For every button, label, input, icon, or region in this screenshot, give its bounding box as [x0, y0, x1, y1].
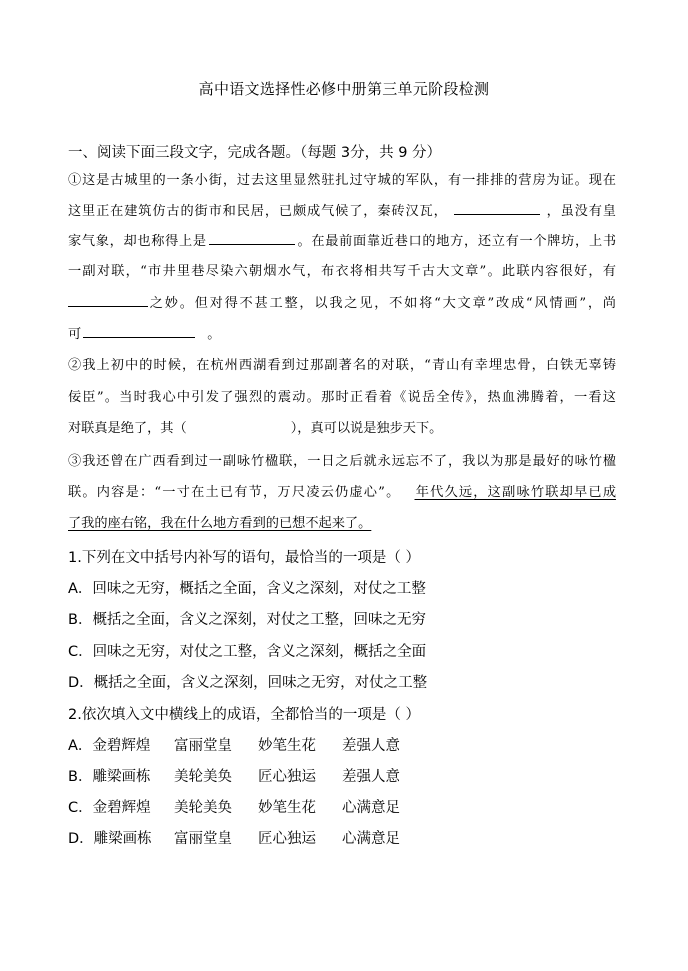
- option-idiom: 差强人意: [342, 738, 400, 754]
- passage-line: [68, 230, 616, 252]
- passage-line: [68, 200, 616, 222]
- option-idiom: 心满意足: [342, 800, 400, 816]
- passage-text: ），真可以说是独步天下。: [290, 421, 443, 436]
- fill-blank: [209, 230, 295, 245]
- option-idiom: 匠心独运: [258, 769, 316, 785]
- option-idiom: A．金碧辉煌: [68, 738, 151, 754]
- passage-line: [68, 292, 616, 314]
- passage-line: [68, 513, 616, 535]
- option-idiom: 富丽堂皇: [174, 738, 232, 754]
- passage-text: 一副对联，“市井里巷尽染六朝烟水气，布衣将相共写千古大文章”。此联内容很好，有: [68, 264, 616, 279]
- option-idiom: B．雕梁画栋: [68, 769, 151, 785]
- passage-text: 这里正在建筑仿古的街市和民居，已颇成气候了，秦砖汉瓦，: [68, 204, 448, 219]
- section-heading: 一、阅读下面三段文字，完成各题。（每题 3分，共 9 分）: [68, 145, 442, 161]
- passage-text: ②我上初中的时候，在杭州西湖看到过那副著名的对联，“青山有幸埋忠骨，白铁无辜铸: [68, 358, 616, 373]
- passage-line: [68, 482, 616, 504]
- fill-blank: [83, 323, 195, 338]
- option-idiom: 富丽堂皇: [174, 831, 232, 847]
- passage-text: 联。内容是：“一寸在土已有节，万尺凌云仍虚心”。: [68, 485, 401, 500]
- option-idiom: 匠心独运: [258, 831, 316, 847]
- option-idiom: 妙笔生花: [258, 738, 316, 754]
- question-2-stem: 2.依次填入文中横线上的成语，全都恰当的一项是（ ）: [68, 707, 420, 723]
- passage-text: 家气象，却也称得上是: [68, 234, 207, 249]
- question-1-stem: 1.下列在文中括号内补写的语句，最恰当的一项是（ ）: [68, 550, 420, 566]
- question-2-option-d: [68, 827, 400, 848]
- passage-text: ，虽没有皇: [545, 204, 616, 219]
- passage-line: [68, 451, 616, 473]
- question-1-option-c: C．回味之无穷，对仗之工整，含义之深刻，概括之全面: [68, 644, 427, 660]
- question-2-option-b: [68, 765, 400, 786]
- fill-blank: [68, 292, 148, 307]
- option-idiom: C．金碧辉煌: [68, 800, 151, 816]
- page-title: 高中语文选择性必修中册第三单元阶段检测: [198, 80, 490, 98]
- option-idiom: 心满意足: [342, 831, 400, 847]
- passage-line: [68, 323, 616, 345]
- question-1-option-a: A．回味之无穷，概括之全面，含义之深刻，对仗之工整: [68, 581, 426, 597]
- underlined-sentence: 年代久远，这副咏竹联却早已成: [414, 485, 617, 500]
- passage-line: [68, 418, 616, 440]
- option-idiom: D．雕梁画栋: [68, 831, 152, 847]
- passage-line: [68, 387, 616, 409]
- option-idiom: 差强人意: [342, 769, 400, 785]
- passage-text: ③我还曾在广西看到过一副咏竹楹联，一日之后就永远忘不了，我以为那是最好的咏竹楹: [68, 454, 616, 469]
- question-1-option-b: B．概括之全面，含义之深刻，对仗之工整，回味之无穷: [68, 612, 426, 628]
- passage-text: 佞臣”。当时我心中引发了强烈的震动。那时正看着《说岳全传》，热血沸腾着，一看这: [68, 390, 616, 405]
- passage-text: 。: [207, 327, 221, 342]
- question-2-option-a: [68, 734, 400, 755]
- passage-line: [68, 261, 616, 283]
- option-idiom: 美轮美奂: [174, 769, 232, 785]
- passage-line: [68, 170, 616, 192]
- passage-line: [68, 355, 616, 377]
- passage-text: 对联真是绝了，其（: [68, 421, 187, 436]
- fill-blank: [454, 200, 540, 215]
- question-2-option-c: [68, 796, 400, 817]
- passage-text: 。在最前面靠近巷口的地方，还立有一个牌坊，上书: [296, 234, 617, 249]
- question-1-option-d: D．概括之全面，含义之深刻，回味之无穷，对仗之工整: [68, 675, 428, 691]
- passage-text: ①这是古城里的一条小街，过去这里显然驻扎过守城的军队，有一排排的营房为证。现在: [68, 173, 616, 188]
- option-idiom: 妙笔生花: [258, 800, 316, 816]
- passage-text: 可: [68, 327, 82, 342]
- passage-text: 之妙。但对得不甚工整，以我之见，不如将“大文章”改成“风情画”，尚: [148, 296, 616, 311]
- option-idiom: 美轮美奂: [174, 800, 232, 816]
- underlined-sentence: 了我的座右铭，我在什么地方看到的已想不起来了。: [68, 516, 372, 531]
